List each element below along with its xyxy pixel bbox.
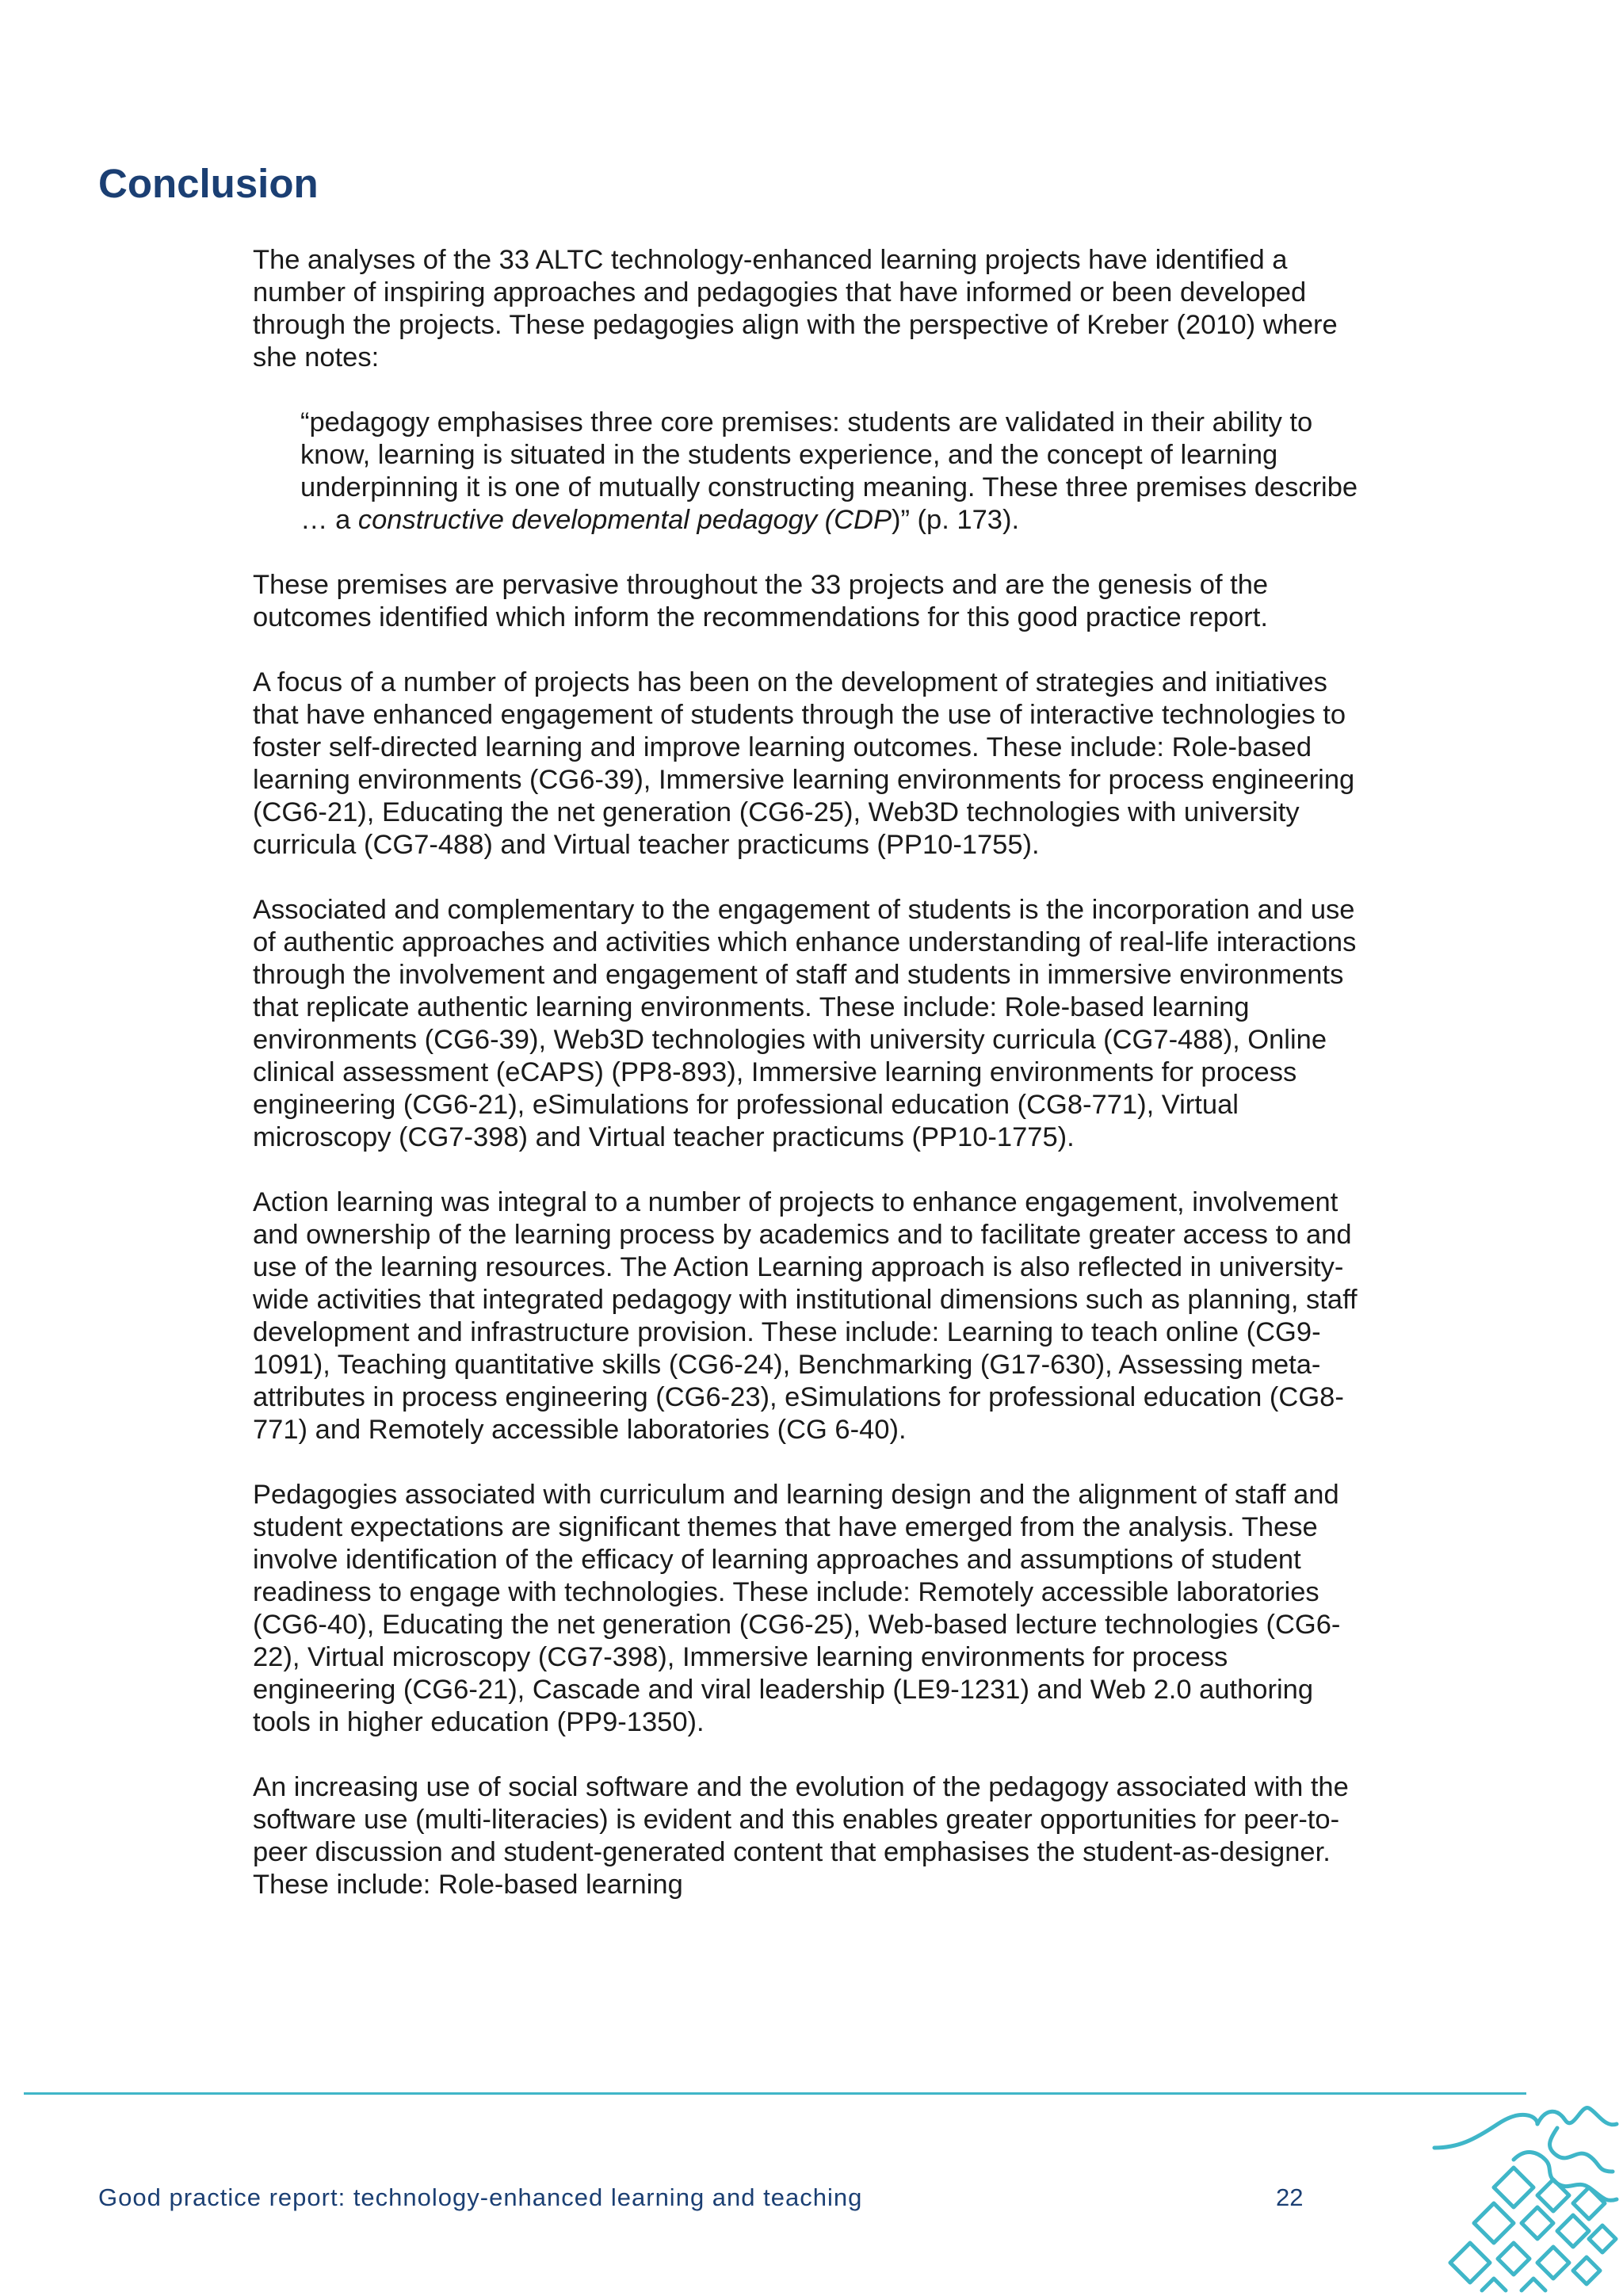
body-text	[253, 244, 1378, 1934]
paragraph: An increasing use of social software and the evolution of the pedagogy associated with the software use (multi-literacies) is evident and this enables greater opportunities for peer-to-peer discussion and student-generated content that emphasises the student-as-designer. These include: Role-based learning	[253, 1772, 1349, 1900]
quote-text: “pedagogy emphasises three core premises: students are validated in their ability to know, learning is situated in the students experience, and the concept of learning underpinning it is one of mutually constructing meaning. These three premises describe … a	[300, 407, 1358, 535]
page-number: 22	[1276, 2183, 1304, 2211]
intro-paragraph: The analyses of the 33 ALTC technology-enhanced learning projects have identified a number of inspiring approaches and pedagogies that have informed or been developed through the projects. These pedagogies align with the perspective of Kreber (2010) where she notes:	[253, 245, 1338, 372]
altc-wave-diamond-logo-icon	[1419, 2092, 1623, 2296]
block-quote	[300, 407, 1378, 537]
page-title: Conclusion	[98, 161, 319, 206]
footer-divider	[24, 2092, 1526, 2095]
paragraph: Associated and complementary to the engagement of students is the incorporation and use of authentic approaches and activities which enhance understanding of real-life interactions through the involvement and engagement of staff and students in immersive environments that replicate authentic learning environments. These include: Role-based learning environments (CG6-39), Web3D technologies with university curricula (CG7-488), Online clinical assessment (eCAPS) (PP8-893), Immersive learning environments for process engineering (CG6-21), eSimulations for professional education (CG8-771), Virtual microscopy (CG7-398) and Virtual teacher practicums (PP10-1775).	[253, 895, 1357, 1152]
footer-title: Good practice report: technology-enhanced learning and teaching	[98, 2183, 863, 2211]
quote-citation: )” (p. 173).	[891, 505, 1020, 535]
quote-emphasis: constructive developmental pedagogy (CDP	[357, 505, 892, 535]
paragraph: These premises are pervasive throughout the 33 projects and are the genesis of the outcomes identified which inform the recommendations for this good practice report.	[253, 570, 1269, 632]
paragraph: Action learning was integral to a number of projects to enhance engagement, involvement and ownership of the learning process by academics and to facilitate greater access to and use of the learning resources. The Action Learning approach is also reflected in university-wide activities that integrated pedagogy with institutional dimensions such as planning, staff development and infrastructure provision. These include: Learning to teach online (CG9-1091), Teaching quantitative skills (CG6-24), Benchmarking (G17-630), Assessing meta-attributes in process engineering (CG6-23), eSimulations for professional education (CG8-771) and Remotely accessible laboratories (CG 6-40).	[253, 1187, 1358, 1445]
paragraph: A focus of a number of projects has been on the development of strategies and initiatives that have enhanced engagement of students through the use of interactive technologies to foster self-directed learning and improve learning outcomes. These include: Role-based learning environments (CG6-39), Immersive learning environments for process engineering (CG6-21), Educating the net generation (CG6-25), Web3D technologies with university curricula (CG7-488) and Virtual teacher practicums (PP10-1755).	[253, 667, 1355, 860]
paragraph: Pedagogies associated with curriculum and learning design and the alignment of staff and student expectations are significant themes that have emerged from the analysis. These involve identification of the efficacy of learning approaches and assumptions of student readiness to engage with technologies. These include: Remotely accessible laboratories (CG6-40), Educating the net generation (CG6-25), Web-based lecture technologies (CG6-22), Virtual microscopy (CG7-398), Immersive learning environments for process engineering (CG6-21), Cascade and viral leadership (LE9-1231) and Web 2.0 authoring tools in higher education (PP9-1350).	[253, 1480, 1341, 1737]
